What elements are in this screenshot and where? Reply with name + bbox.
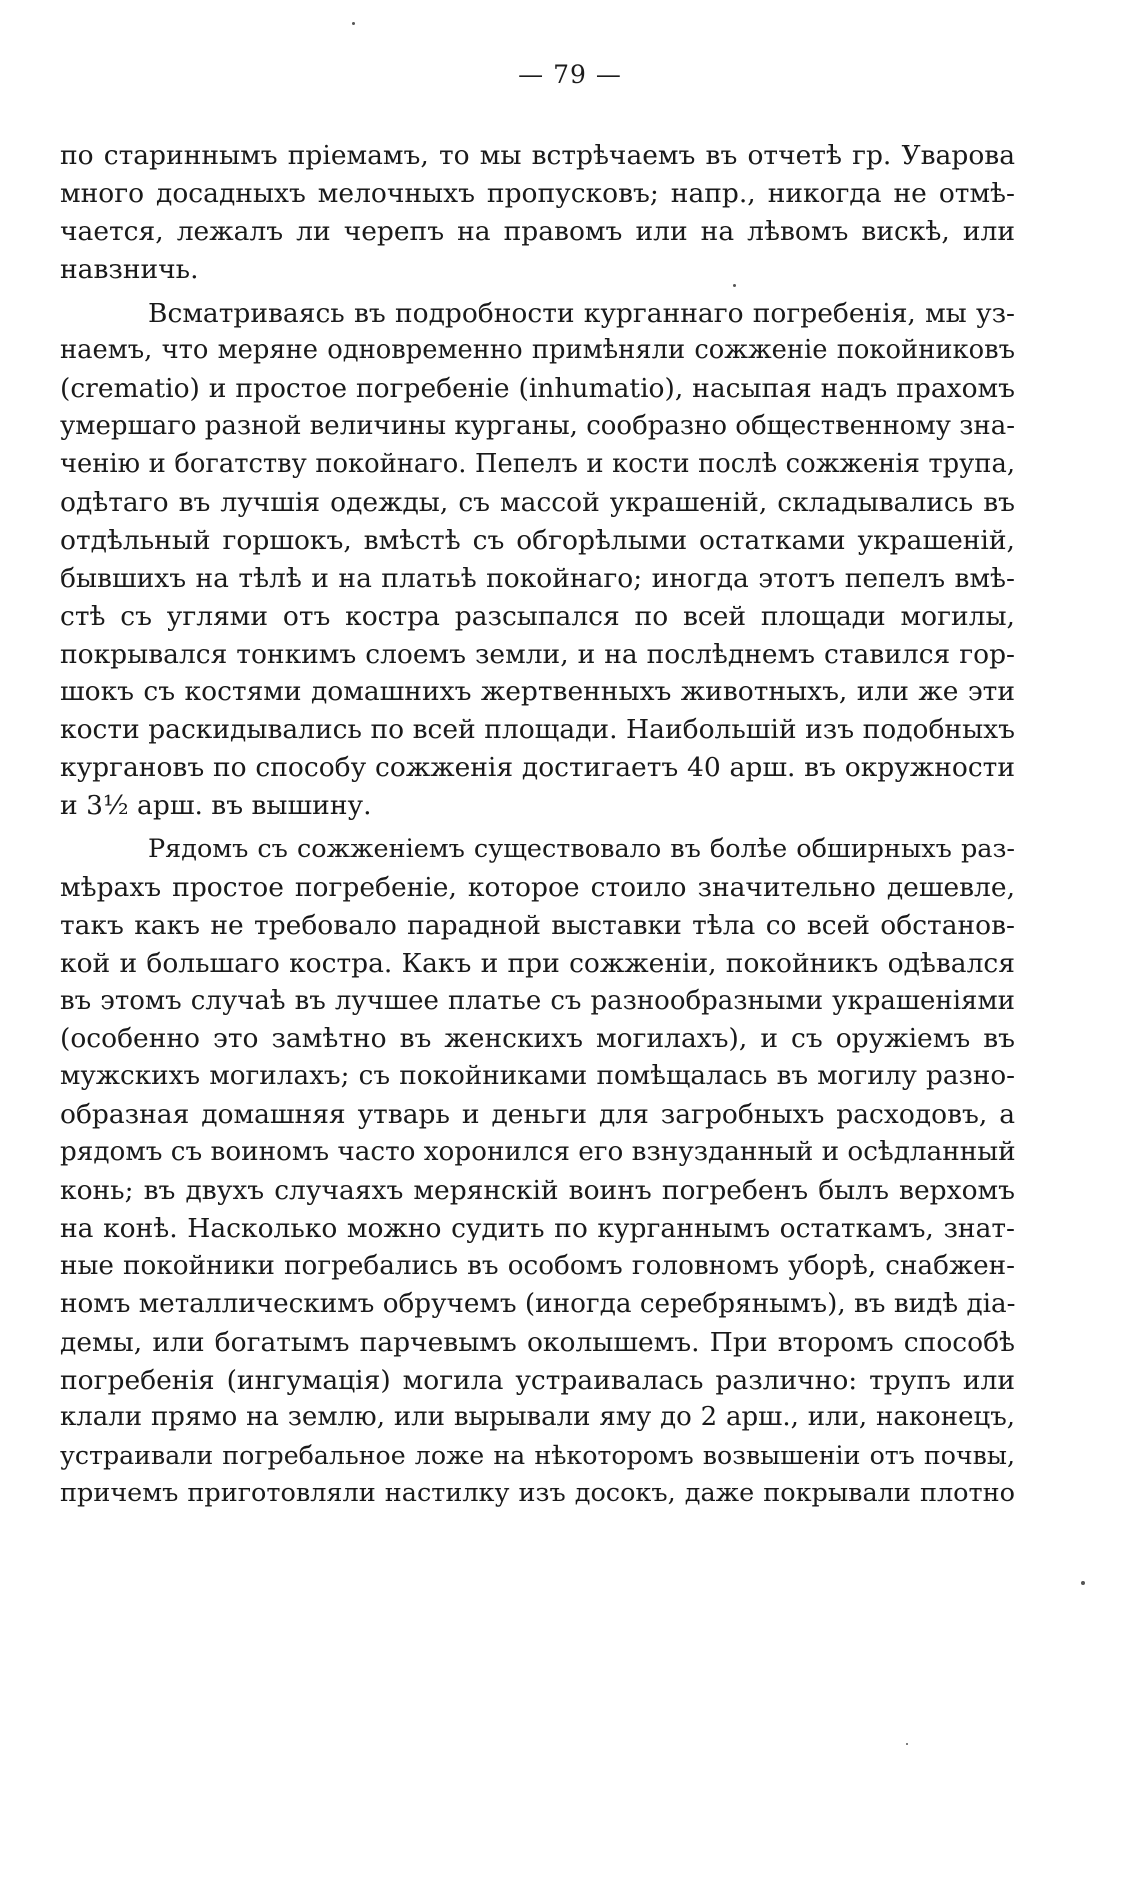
text-line: бывшихъ на тѣлѣ и на платьѣ покойнаго; иногда этотъ пепелъ вмѣ- xyxy=(60,562,1015,594)
body-text xyxy=(60,137,1015,1513)
text-line: Всматриваясь въ подробности курганнаго погребенія, мы уз- xyxy=(148,297,1015,329)
text-line: кой и большаго костра. Какъ и при сожженіи, покойникъ одѣвался xyxy=(60,947,1015,979)
text-line: демы, или богатымъ парчевымъ околышемъ. При второмъ способѣ xyxy=(60,1326,1015,1358)
text-line: кости раскидывались по всей площади. Наибольшій изъ подобныхъ xyxy=(60,714,1015,746)
text-line: мѣрахъ простое погребеніе, которое стоило значительно дешевле, xyxy=(60,871,1015,903)
text-line: такъ какъ не требовало парадной выставки тѣла со всей обстанов- xyxy=(60,909,1015,941)
text-line: чается, лежалъ ли черепъ на правомъ или на лѣвомъ вискѣ, или xyxy=(60,215,1015,247)
text-line: ченію и богатству покойнаго. Пепелъ и кости послѣ сожженія трупа, xyxy=(60,449,1015,480)
text-line: покрывался тонкимъ слоемъ земли, и на послѣднемъ ставился гор- xyxy=(60,638,1015,670)
text-line: на конѣ. Насколько можно судить по курганнымъ остаткамъ, знат- xyxy=(60,1212,1015,1244)
text-line: кургановъ по способу сожженія достигаетъ 40 арш. въ окружности xyxy=(60,752,1015,784)
text-line: наемъ, что меряне одновременно примѣняли сожженіе покойниковъ xyxy=(60,335,1015,366)
text-line: клали прямо на землю, или вырывали яму до 2 арш., или, наконецъ, xyxy=(60,1402,1015,1433)
text-line: много досадныхъ мелочныхъ пропусковъ; напр., никогда не отмѣ- xyxy=(60,177,1015,209)
text-line: причемъ приготовляли настилку изъ досокъ, даже покрывали плотно xyxy=(60,1478,1015,1509)
page-number: — 79 — xyxy=(518,60,622,89)
text-line: шокъ съ костями домашнихъ жертвенныхъ животныхъ, или же эти xyxy=(60,676,1015,708)
scan-speck xyxy=(1081,1581,1085,1585)
text-line: образная домашняя утварь и деньги для загробныхъ расходовъ, а xyxy=(60,1099,1015,1131)
text-line: навзничь. xyxy=(60,253,199,285)
text-line: ные покойники погребались въ особомъ головномъ уборѣ, снабжен- xyxy=(60,1250,1015,1281)
scan-speck xyxy=(906,1743,908,1745)
scan-speck xyxy=(733,284,736,287)
text-line: (особенно это замѣтно въ женскихъ могилахъ), и съ оружіемъ въ xyxy=(60,1023,1015,1055)
text-line: отдѣльный горшокъ, вмѣстѣ съ обгорѣлыми остатками украшеній, xyxy=(60,524,1015,556)
text-line: въ этомъ случаѣ въ лучшее платье съ разнообразными украшеніями xyxy=(60,985,1015,1016)
text-line: конь; въ двухъ случаяхъ мерянскій воинъ погребенъ былъ верхомъ xyxy=(60,1175,1015,1207)
text-line: погребенія (ингумація) могила устраивалась различно: трупъ или xyxy=(60,1364,1015,1396)
text-line: номъ металлическимъ обручемъ (иногда серебрянымъ), въ видѣ діа- xyxy=(60,1288,1016,1319)
text-line: мужскихъ могилахъ; съ покойниками помѣщалась въ могилу разно- xyxy=(60,1061,1015,1092)
text-line: умершаго разной величины курганы, сообразно общественному зна- xyxy=(60,411,1016,442)
text-line: по стариннымъ пріемамъ, то мы встрѣчаемъ въ отчетѣ гр. Уварова xyxy=(60,140,1015,171)
text-line: Рядомъ съ сожженіемъ существовало въ болѣе обширныхъ раз- xyxy=(148,834,1015,865)
text-line: (crematio) и простое погребеніе (inhumatio), насыпая надъ прахомъ xyxy=(60,373,1015,405)
text-line: стѣ съ углями отъ костра разсыпался по всей площади могилы, xyxy=(60,600,1015,632)
scan-speck xyxy=(352,22,355,25)
text-line: рядомъ съ воиномъ часто хоронился его взнузданный и осѣдланный xyxy=(60,1137,1016,1168)
text-line: одѣтаго въ лучшія одежды, съ массой украшеній, складывались въ xyxy=(60,487,1015,519)
text-line: устраивали погребальное ложе на нѣкоторомъ возвышеніи отъ почвы, xyxy=(60,1441,1015,1471)
text-line: и 3½ арш. въ вышину. xyxy=(60,790,372,822)
